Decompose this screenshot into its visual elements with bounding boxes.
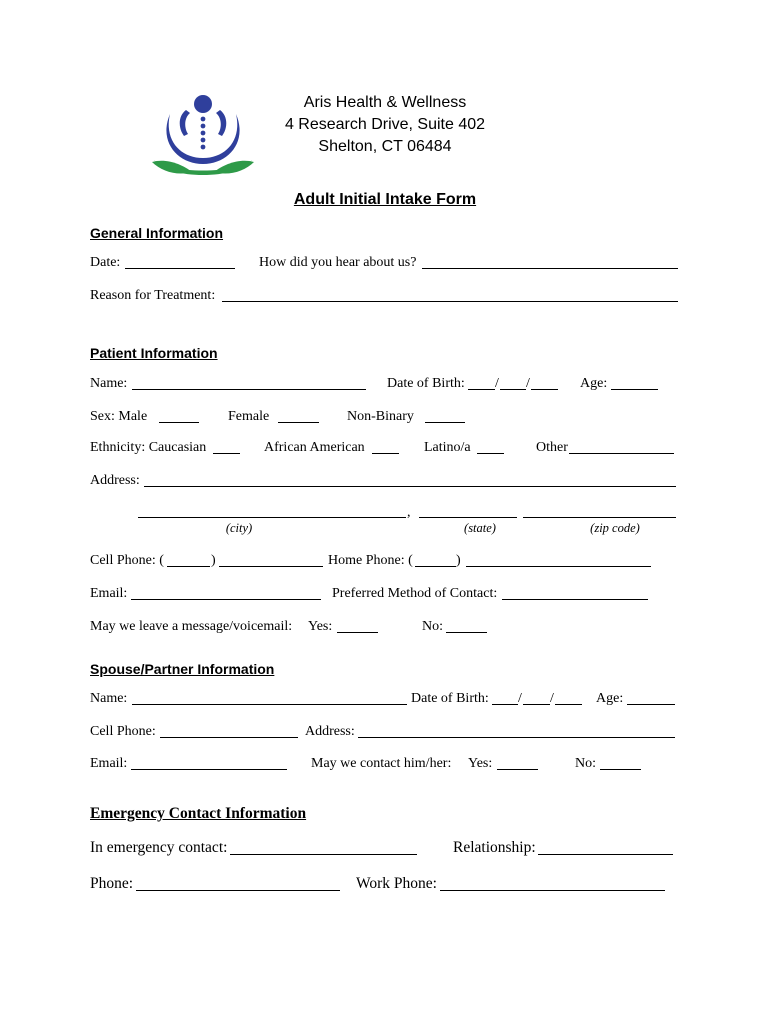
spouse-contact-no-label: No: xyxy=(575,756,596,771)
ethnicity-latino-label: Latino/a xyxy=(424,440,471,455)
sex-male-label: Sex: Male xyxy=(90,409,148,424)
zip-caption: (zip code) xyxy=(590,521,640,535)
sex-nonbinary-label: Non-Binary xyxy=(347,409,414,424)
patient-address-field[interactable] xyxy=(144,486,676,487)
spouse-dob-separator: / xyxy=(518,691,522,706)
date-label: Date: xyxy=(90,255,121,270)
patient-age-field[interactable] xyxy=(611,389,658,390)
clinic-city: Shelton, CT 06484 xyxy=(318,138,452,155)
sex-nonbinary-field[interactable] xyxy=(425,422,465,423)
emergency-work-phone-label: Work Phone: xyxy=(356,875,437,892)
logo-left-leaf xyxy=(152,161,192,174)
spouse-name-field[interactable] xyxy=(132,704,407,705)
clinic-street: 4 Research Drive, Suite 402 xyxy=(284,116,486,133)
dob-separator: / xyxy=(495,376,499,391)
preferred-contact-label: Preferred Method of Contact: xyxy=(332,586,498,601)
patient-dob-month-field[interactable] xyxy=(468,389,495,390)
spouse-dob-separator: / xyxy=(550,691,554,706)
patient-state-field[interactable] xyxy=(419,517,517,518)
clinic-name: Aris Health & Wellness xyxy=(303,94,467,111)
patient-cell-number-field[interactable] xyxy=(219,566,323,567)
spouse-dob-label: Date of Birth: xyxy=(411,691,489,706)
patient-age-label: Age: xyxy=(580,376,608,391)
patient-address-label: Address: xyxy=(90,473,140,488)
reason-label: Reason for Treatment: xyxy=(90,288,216,303)
spouse-email-field[interactable] xyxy=(131,769,287,770)
hear-about-field[interactable] xyxy=(422,268,678,269)
form-title: Adult Initial Intake Form xyxy=(293,191,477,208)
section-heading-general: General Information xyxy=(90,225,224,241)
spouse-cell-label: Cell Phone: xyxy=(90,724,156,739)
patient-home-area-field[interactable] xyxy=(415,566,456,567)
spouse-contact-yes-label: Yes: xyxy=(468,756,493,771)
patient-dob-year-field[interactable] xyxy=(531,389,558,390)
patient-dob-label: Date of Birth: xyxy=(387,376,465,391)
relationship-field[interactable] xyxy=(538,854,673,855)
patient-cell-area-field[interactable] xyxy=(167,566,210,567)
emergency-contact-label: In emergency contact: xyxy=(90,839,228,856)
patient-city-field[interactable] xyxy=(138,517,406,518)
section-heading-emergency: Emergency Contact Information xyxy=(90,805,307,822)
logo-right-leaf xyxy=(214,161,254,174)
emergency-phone-field[interactable] xyxy=(136,890,340,891)
spouse-address-field[interactable] xyxy=(358,737,675,738)
spouse-name-label: Name: xyxy=(90,691,128,706)
dob-separator: / xyxy=(526,376,530,391)
patient-name-field[interactable] xyxy=(132,389,366,390)
ethnicity-caucasian-field[interactable] xyxy=(213,453,240,454)
date-field[interactable] xyxy=(125,268,235,269)
leave-message-yes-field[interactable] xyxy=(337,632,378,633)
sex-female-label: Female xyxy=(228,409,270,424)
city-caption: (city) xyxy=(225,521,253,535)
section-heading-spouse: Spouse/Partner Information xyxy=(90,661,275,677)
patient-zip-field[interactable] xyxy=(523,517,676,518)
sex-female-field[interactable] xyxy=(278,422,319,423)
logo-right-arm xyxy=(216,110,226,136)
emergency-phone-label: Phone: xyxy=(90,875,134,892)
ethnicity-other-label: Other xyxy=(536,440,568,455)
emergency-work-phone-field[interactable] xyxy=(440,890,665,891)
leave-message-no-label: No: xyxy=(422,619,443,634)
preferred-contact-field[interactable] xyxy=(502,599,648,600)
relationship-label: Relationship: xyxy=(453,839,536,856)
leave-message-yes-label: Yes: xyxy=(308,619,333,634)
patient-dob-day-field[interactable] xyxy=(500,389,526,390)
spouse-dob-year-field[interactable] xyxy=(555,704,582,705)
patient-cell-paren: ) xyxy=(211,553,216,568)
spouse-cell-field[interactable] xyxy=(160,737,298,738)
spouse-age-field[interactable] xyxy=(627,704,675,705)
emergency-contact-field[interactable] xyxy=(230,854,417,855)
wellness-figure-logo-icon xyxy=(148,92,258,184)
patient-home-paren: ) xyxy=(456,553,461,568)
spouse-contact-yes-field[interactable] xyxy=(497,769,538,770)
ethnicity-african-american-field[interactable] xyxy=(372,453,399,454)
patient-cell-label: Cell Phone: ( xyxy=(90,553,164,568)
clinic-logo xyxy=(148,92,258,184)
spouse-dob-month-field[interactable] xyxy=(492,704,518,705)
patient-name-label: Name: xyxy=(90,376,128,391)
reason-field[interactable] xyxy=(222,301,678,302)
section-heading-patient: Patient Information xyxy=(90,345,218,361)
spouse-contact-label: May we contact him/her: xyxy=(311,756,452,771)
patient-email-field[interactable] xyxy=(131,599,321,600)
spouse-dob-day-field[interactable] xyxy=(523,704,550,705)
spouse-address-label: Address: xyxy=(305,724,355,739)
state-caption: (state) xyxy=(464,521,496,535)
patient-home-number-field[interactable] xyxy=(466,566,651,567)
ethnicity-latino-field[interactable] xyxy=(477,453,504,454)
leave-message-no-field[interactable] xyxy=(446,632,487,633)
sex-male-field[interactable] xyxy=(159,422,199,423)
patient-home-label: Home Phone: ( xyxy=(328,553,413,568)
ethnicity-other-field[interactable] xyxy=(569,453,674,454)
logo-left-arm xyxy=(180,110,190,136)
spouse-contact-no-field[interactable] xyxy=(600,769,641,770)
spouse-email-label: Email: xyxy=(90,756,128,771)
logo-head xyxy=(194,95,212,113)
ethnicity-african-american-label: African American xyxy=(264,440,365,455)
patient-email-label: Email: xyxy=(90,586,128,601)
city-state-comma: , xyxy=(407,505,411,520)
spouse-age-label: Age: xyxy=(596,691,624,706)
leave-message-label: May we leave a message/voicemail: xyxy=(90,619,293,634)
ethnicity-caucasian-label: Ethnicity: Caucasian xyxy=(90,440,207,455)
hear-label: How did you hear about us? xyxy=(259,255,417,270)
